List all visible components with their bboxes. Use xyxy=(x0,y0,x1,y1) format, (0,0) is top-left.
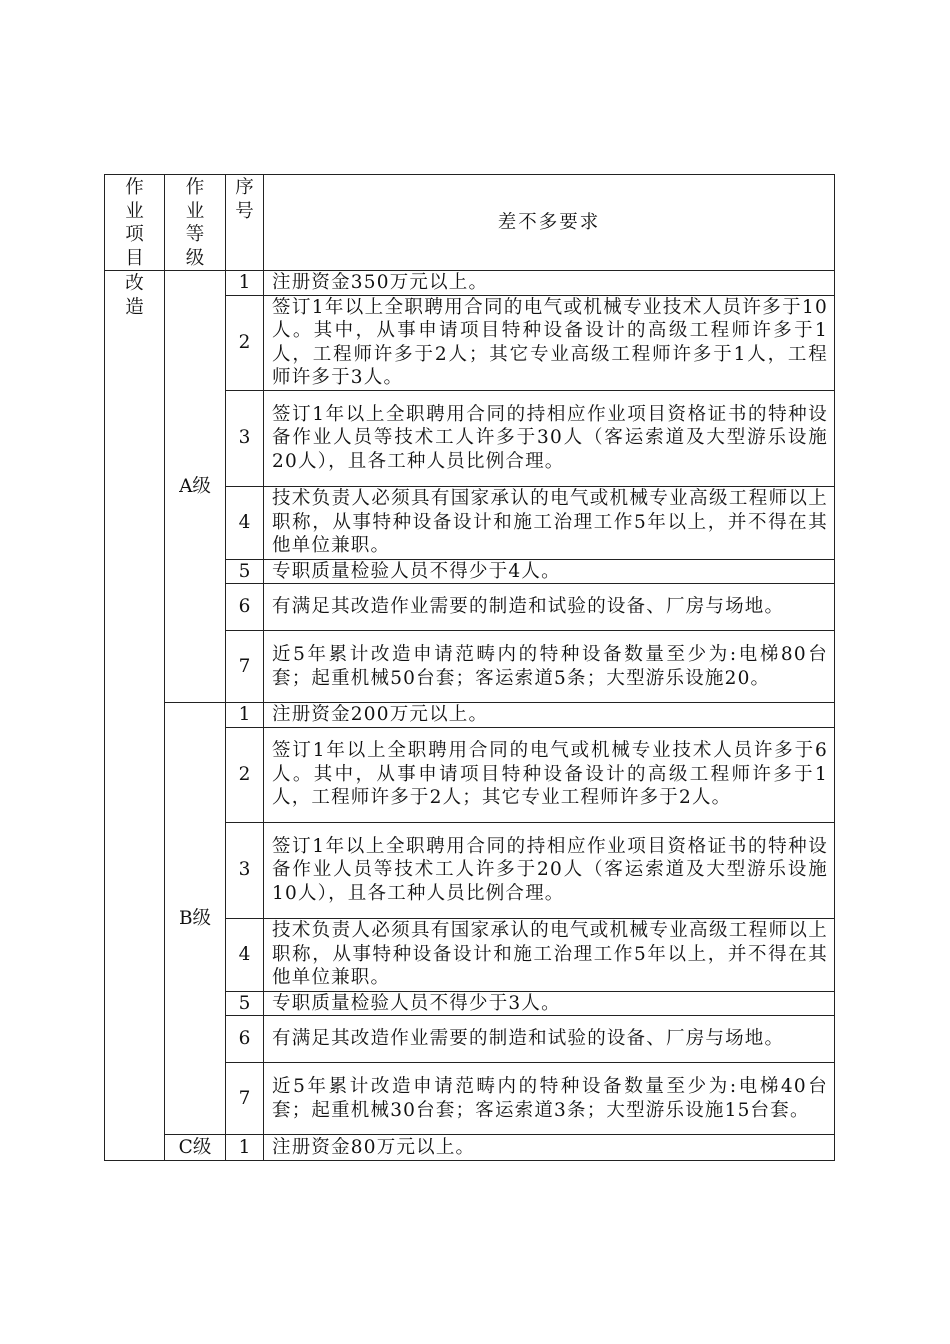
requirement-cell: 近5年累计改造申请范畴内的特种设备数量至少为:电梯80台套；起重机械50台套；客运索道5条；大型游乐设施20。 xyxy=(264,631,835,703)
requirement-cell: 签订1年以上全职聘用合同的持相应作业项目资格证书的特种设备作业人员等技术工人许多于30人（客运索道及大型游乐设施20人），且各工种人员比例合理。 xyxy=(264,390,835,486)
seq-cell: 1 xyxy=(226,703,264,728)
requirement-cell: 签订1年以上全职聘用合同的电气或机械专业技术人员许多于10人。其中，从事申请项目特种设备设计的高级工程师许多于1人，工程师许多于2人；其它专业高级工程师许多于1人，工程师许多于3人。 xyxy=(264,295,835,390)
requirement-cell: 近5年累计改造申请范畴内的特种设备数量至少为:电梯40台套；起重机械30台套；客运索道3条；大型游乐设施15台套。 xyxy=(264,1063,835,1135)
requirement-cell: 专职质量检验人员不得少于4人。 xyxy=(264,559,835,584)
project-text: 改造 xyxy=(125,273,144,318)
table-row xyxy=(105,703,835,728)
seq-cell: 1 xyxy=(226,1135,264,1161)
table-row xyxy=(105,271,835,296)
header-project xyxy=(105,175,165,271)
header-seq-text: 序号 xyxy=(235,177,254,222)
requirement-cell: 注册资金80万元以上。 xyxy=(264,1135,835,1161)
seq-cell: 7 xyxy=(226,1063,264,1135)
requirement-cell: 技术负责人必须具有国家承认的电气或机械专业高级工程师以上职称，从事特种设备设计和施工治理工作5年以上，并不得在其他单位兼职。 xyxy=(264,486,835,559)
seq-cell: 3 xyxy=(226,822,264,918)
seq-cell: 4 xyxy=(226,486,264,559)
grade-cell: B级 xyxy=(165,703,226,1135)
seq-cell: 4 xyxy=(226,918,264,991)
seq-cell: 1 xyxy=(226,271,264,296)
requirement-cell: 注册资金350万元以上。 xyxy=(264,271,835,296)
seq-cell: 5 xyxy=(226,991,264,1016)
project-cell xyxy=(105,271,165,1161)
table-row xyxy=(105,1135,835,1161)
requirement-cell: 签订1年以上全职聘用合同的持相应作业项目资格证书的特种设备作业人员等技术工人许多于20人（客运索道及大型游乐设施10人），且各工种人员比例合理。 xyxy=(264,822,835,918)
requirement-cell: 签订1年以上全职聘用合同的电气或机械专业技术人员许多于6人。其中，从事申请项目特种设备设计的高级工程师许多于1人，工程师许多于2人；其它专业工程师许多于2人。 xyxy=(264,727,835,822)
requirement-cell: 技术负责人必须具有国家承认的电气或机械专业高级工程师以上职称，从事特种设备设计和施工治理工作5年以上，并不得在其他单位兼职。 xyxy=(264,918,835,991)
header-project-text: 作业项目 xyxy=(125,177,144,269)
header-grade xyxy=(165,175,226,271)
seq-cell: 2 xyxy=(226,727,264,822)
seq-cell: 7 xyxy=(226,631,264,703)
grade-cell: C级 xyxy=(165,1135,226,1161)
requirement-cell: 有满足其改造作业需要的制造和试验的设备、厂房与场地。 xyxy=(264,584,835,631)
requirement-cell: 专职质量检验人员不得少于3人。 xyxy=(264,991,835,1016)
seq-cell: 2 xyxy=(226,295,264,390)
header-row xyxy=(105,175,835,271)
seq-cell: 5 xyxy=(226,559,264,584)
requirements-table xyxy=(104,174,835,1161)
header-grade-text: 作业等级 xyxy=(185,177,205,269)
seq-cell: 6 xyxy=(226,584,264,631)
seq-cell: 6 xyxy=(226,1016,264,1063)
requirement-cell: 有满足其改造作业需要的制造和试验的设备、厂房与场地。 xyxy=(264,1016,835,1063)
header-seq xyxy=(226,175,264,271)
requirement-cell: 注册资金200万元以上。 xyxy=(264,703,835,728)
table-body xyxy=(105,271,835,1161)
header-requirement: 差不多要求 xyxy=(264,175,835,271)
seq-cell: 3 xyxy=(226,390,264,486)
grade-cell: A级 xyxy=(165,271,226,703)
